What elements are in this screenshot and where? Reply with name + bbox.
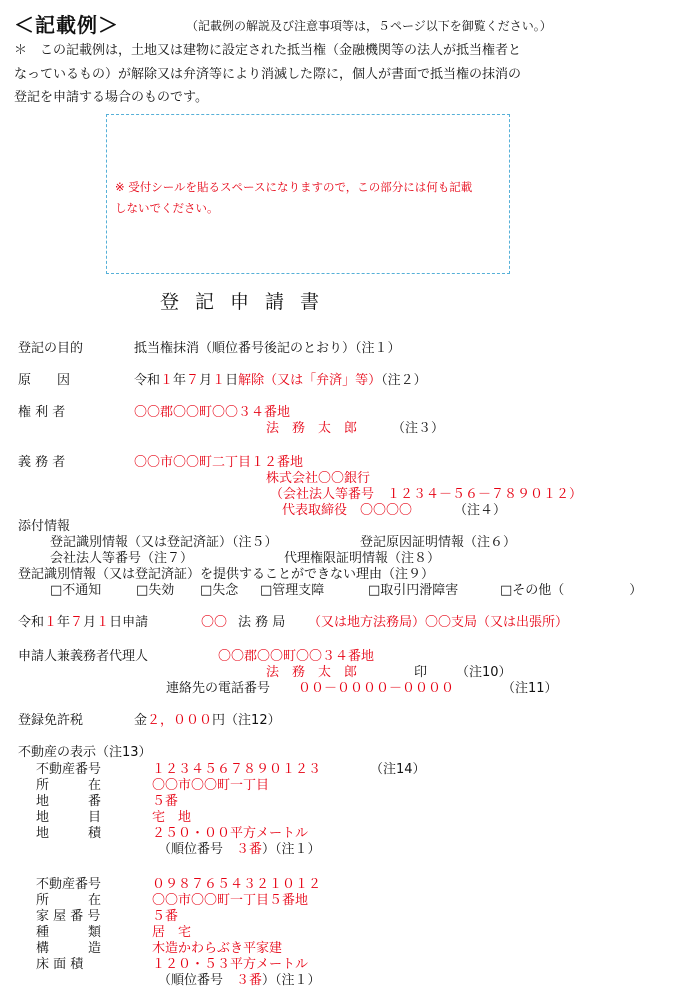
- purpose-value: 抵当権抹消（順位番号後記のとおり）（注１）: [134, 341, 401, 356]
- seal-box-line-2: しないでください。: [115, 201, 219, 215]
- obligor-corp-number: （会社法人等番号 １２３４－５６－７８９０１２）: [270, 487, 583, 502]
- land-rank-post: ）（注１）: [262, 842, 321, 857]
- cause-year: １: [160, 373, 174, 388]
- attachment-corp-number: 会社法人等番号（注７）: [50, 551, 194, 566]
- building-rank-number: ３番: [236, 973, 263, 988]
- applicant-address: 〇〇郡〇〇町〇〇３４番地: [218, 649, 375, 664]
- attachment-cause-proof: 登記原因証明情報（注６）: [360, 535, 517, 550]
- reason-option-other[interactable]: □その他（ ）: [500, 583, 643, 598]
- phone-label: 連絡先の電話番号: [166, 681, 271, 696]
- reason-option-forgotten[interactable]: □失念: [200, 583, 239, 598]
- seal-box-line-1: ※ 受付シールを貼るスペースになりますので，この部分には何も記載: [115, 180, 473, 194]
- building-location-label: 所 在: [36, 893, 102, 908]
- cause-value: [134, 373, 427, 389]
- reason-option-transaction[interactable]: □取引円滑障害: [368, 583, 459, 598]
- apply-nen: 年: [57, 615, 71, 630]
- tax-prefix: 金: [134, 713, 148, 728]
- building-location: 〇〇市〇〇町一丁目５番地: [152, 893, 309, 908]
- cause-label: 原 因: [18, 373, 71, 388]
- tax-unit: 円: [212, 713, 226, 728]
- attachment-registration-info: 登記識別情報（又は登記済証）（注５）: [50, 535, 278, 550]
- apply-suffix: 日申請: [109, 615, 149, 630]
- obligor-label: 義 務 者: [18, 455, 66, 470]
- land-area-label: 地 積: [36, 826, 102, 841]
- cause-nen: 年: [173, 373, 187, 388]
- right-holder-note: （注３）: [392, 421, 445, 436]
- tax-amount: ２，０００: [147, 713, 213, 728]
- applicant-label: 申請人兼義務者代理人: [18, 649, 149, 664]
- building-type: 居 宅: [152, 925, 192, 940]
- tax-label: 登録免許税: [18, 713, 84, 728]
- cause-month: ７: [186, 373, 200, 388]
- intro-line-1: この記載例は，土地又は建物に設定された抵当権（金融機関等の法人が抵当権者と: [40, 43, 522, 58]
- house-number: ５番: [152, 909, 179, 924]
- apply-era: 令和: [18, 615, 45, 630]
- phone-note: （注11）: [502, 681, 558, 696]
- applicant-seal: 印: [414, 665, 428, 680]
- house-number-label: 家 屋 番 号: [36, 909, 101, 924]
- right-holder-address: 〇〇郡〇〇町〇〇３４番地: [134, 405, 291, 420]
- right-holder-name: 法 務 太 郎: [266, 421, 358, 436]
- attachment-agency-proof: 代理権限証明情報（注８）: [284, 551, 441, 566]
- intro-marker: ＊: [14, 43, 28, 58]
- title-note: （記載例の解説及び注意事項等は，５ページ以下を御覧ください。）: [186, 19, 552, 33]
- tax-note: （注12）: [225, 713, 281, 728]
- intro-line-3: 登記を申請する場合のものです。: [14, 90, 208, 105]
- attachments-label: 添付情報: [18, 519, 71, 534]
- land-lot-label: 地 番: [36, 794, 102, 809]
- property-label: 不動産の表示（注13）: [18, 745, 152, 760]
- application-date-line: [18, 615, 148, 631]
- right-holder-label: 権 利 者: [18, 405, 66, 420]
- cause-nichi: 日: [225, 373, 239, 388]
- cause-reason: 解除（又は「弁済」等）: [238, 373, 382, 388]
- obligor-company: 株式会社〇〇銀行: [266, 471, 371, 486]
- land-category: 宅 地: [152, 810, 192, 825]
- land-category-label: 地 目: [36, 810, 102, 825]
- cause-era: 令和: [134, 373, 161, 388]
- apply-month: ７: [70, 615, 84, 630]
- land-lot: ５番: [152, 794, 179, 809]
- land-number-note: （注14）: [370, 762, 426, 777]
- apply-year: １: [44, 615, 58, 630]
- page-title: ＜記載例＞: [14, 13, 119, 37]
- building-number: ０９８７６５４３２１０１２: [152, 877, 322, 892]
- apply-office-alt: （又は地方法務局）〇〇支局（又は出張所）: [308, 615, 569, 630]
- land-number-label: 不動産番号: [36, 762, 102, 777]
- land-area: ２５０・００平方メートル: [152, 826, 309, 841]
- land-rank-number: ３番: [236, 842, 263, 857]
- floor-area: １２０・５３平方メートル: [152, 957, 309, 972]
- document-heading: 登記申請書: [160, 291, 336, 313]
- land-location-label: 所 在: [36, 778, 102, 793]
- reason-option-not-notified[interactable]: □不通知: [50, 583, 102, 598]
- seal-box-text: [115, 177, 505, 219]
- cause-note: （注２）: [381, 373, 427, 388]
- building-rank: [158, 973, 321, 989]
- building-structure: 木造かわらぶき平家建: [152, 941, 283, 956]
- obligor-address: 〇〇市〇〇町二丁目１２番地: [134, 455, 304, 470]
- intro-line-2: なっているもの）が解除又は弁済等により消滅した際に，個人が書面で抵当権の抹消の: [14, 67, 522, 82]
- reason-option-management[interactable]: □管理支障: [260, 583, 325, 598]
- cause-day: １: [212, 373, 226, 388]
- cause-gatsu: 月: [199, 373, 213, 388]
- obligor-note: （注４）: [454, 503, 507, 518]
- floor-area-label: 床 面 積: [36, 957, 84, 972]
- tax-value: [134, 713, 281, 729]
- building-number-label: 不動産番号: [36, 877, 102, 892]
- apply-bureau: 法 務 局: [238, 615, 286, 630]
- land-rank: [158, 842, 321, 858]
- building-rank-post: ）（注１）: [262, 973, 321, 988]
- building-rank-pre: （順位番号: [158, 973, 224, 988]
- land-rank-pre: （順位番号: [158, 842, 224, 857]
- applicant-name: 法 務 太 郎: [266, 665, 358, 680]
- no-provision-reason-label: 登記識別情報（又は登記済証）を提供することができない理由（注９）: [18, 567, 435, 582]
- apply-office: 〇〇: [201, 615, 228, 630]
- phone-number: ００－００００－００００: [298, 681, 455, 696]
- building-structure-label: 構 造: [36, 941, 102, 956]
- receipt-seal-box: [106, 114, 510, 274]
- apply-day: １: [96, 615, 110, 630]
- apply-gatsu: 月: [83, 615, 97, 630]
- building-type-label: 種 類: [36, 925, 102, 940]
- applicant-note: （注10）: [456, 665, 512, 680]
- reason-option-expired[interactable]: □失効: [136, 583, 175, 598]
- purpose-label: 登記の目的: [18, 341, 84, 356]
- land-number: １２３４５６７８９０１２３: [152, 762, 322, 777]
- obligor-representative: 代表取締役 〇〇〇〇: [282, 503, 413, 518]
- land-location: 〇〇市〇〇町一丁目: [152, 778, 270, 793]
